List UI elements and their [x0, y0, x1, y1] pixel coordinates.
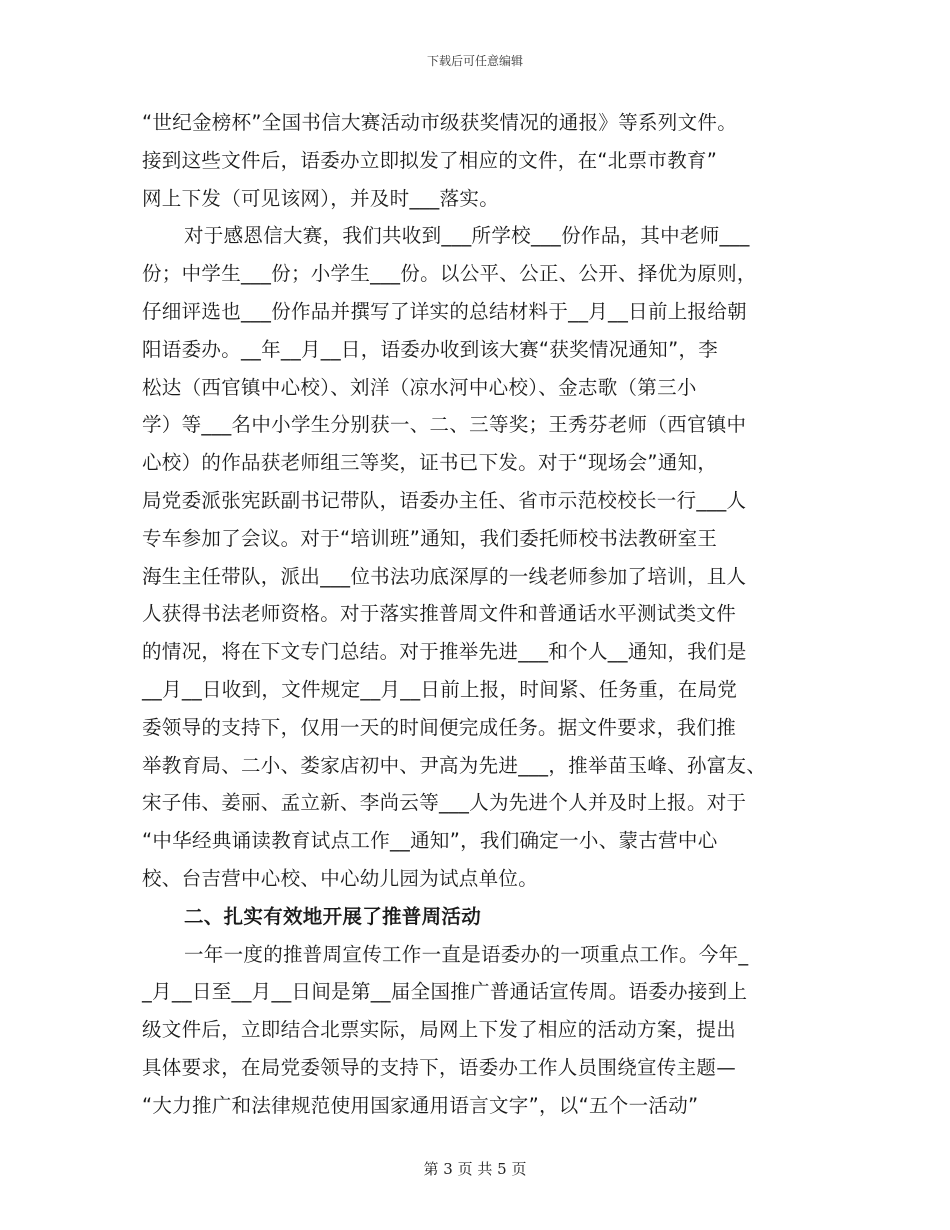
text-line: 级文件后，立即结合北票实际，局网上下发了相应的活动方案，提出 — [142, 1018, 737, 1042]
text-line: 接到这些文件后，语委办立即拟发了相应的文件，在“北票市教育” — [142, 148, 718, 172]
text-line: 校、台吉营中心校、中心幼儿园为试点单位。 — [142, 866, 539, 890]
text-line: _月__日至__月__日间是第__届全国推广普通话宣传周。语委办接到上 — [142, 980, 748, 1004]
text-line: 人获得书法老师资格。对于落实推普周文件和普通话水平测试类文件 — [142, 602, 737, 626]
text-line: 局党委派张宪跃副书记带队，语委办主任、省市示范校校长一行___人 — [142, 488, 747, 512]
text-line: 松达（西官镇中心校）、刘洋（凉水河中心校）、金志歌（第三小 — [142, 375, 697, 399]
text-line: 仔细评选也___份作品并撰写了详实的总结材料于__月__日前上报给朝 — [142, 299, 747, 323]
text-line: 委领导的支持下，仅用一天的时间便完成任务。据文件要求，我们推 — [142, 715, 737, 739]
page-footer-number: 第 3 页 共 5 页 — [423, 1160, 527, 1178]
text-line: 专车参加了会议。对于“培训班”通知，我们委托师校书法教研室王 — [142, 526, 718, 550]
text-line: __月__日收到，文件规定__月__日前上报，时间紧、任务重，在局党 — [142, 677, 738, 701]
text-line: 的情况，将在下文专门总结。对于推举先进___和个人__通知，我们是 — [142, 640, 747, 664]
text-line: 学）等___名中小学生分别获一、二、三等奖；王秀芬老师（西官镇中 — [142, 413, 747, 437]
text-line: 宋子伟、姜丽、孟立新、李尚云等___人为先进个人并及时上报。对于 — [142, 791, 747, 815]
text-line: 对于感恩信大赛，我们共收到___所学校___份作品，其中老师___ — [184, 224, 750, 248]
document-body — [142, 104, 822, 1125]
text-line: “中华经典诵读教育试点工作__通知”，我们确定一小、蒙古营中心 — [142, 829, 718, 853]
text-line: 举教育局、二小、娄家店初中、尹高为先进___，推举苗玉峰、孙富友、 — [142, 753, 767, 777]
text-line: 海生主任带队，派出___位书法功底深厚的一线老师参加了培训，且人 — [142, 564, 747, 588]
text-line: 心校）的作品获老师组三等奖，证书已下发。对于“现场会”通知， — [142, 451, 718, 475]
text-line: 份；中学生___份；小学生___份。以公平、公正、公开、择优为原则， — [142, 262, 757, 286]
page-header-note: 下载后可任意编辑 — [426, 54, 523, 68]
text-line: 阳语委办。__年__月__日，语委办收到该大赛“获奖情况通知”，李 — [142, 337, 719, 361]
section-heading: 二、扎实有效地开展了推普周活动 — [184, 904, 482, 928]
text-line: “世纪金榜杯”全国书信大赛活动市级获奖情况的通报》等系列文件。 — [142, 111, 738, 134]
text-line: 具体要求，在局党委领导的支持下，语委办工作人员围绕宣传主题— — [142, 1055, 737, 1079]
text-line: 一年一度的推普周宣传工作一直是语委办的一项重点工作。今年_ — [184, 942, 749, 966]
text-line: 网上下发（可见该网），并及时___落实。 — [142, 186, 499, 210]
text-line: “大力推广和法律规范使用国家通用语言文字”，以“五个一活动” — [142, 1093, 699, 1117]
